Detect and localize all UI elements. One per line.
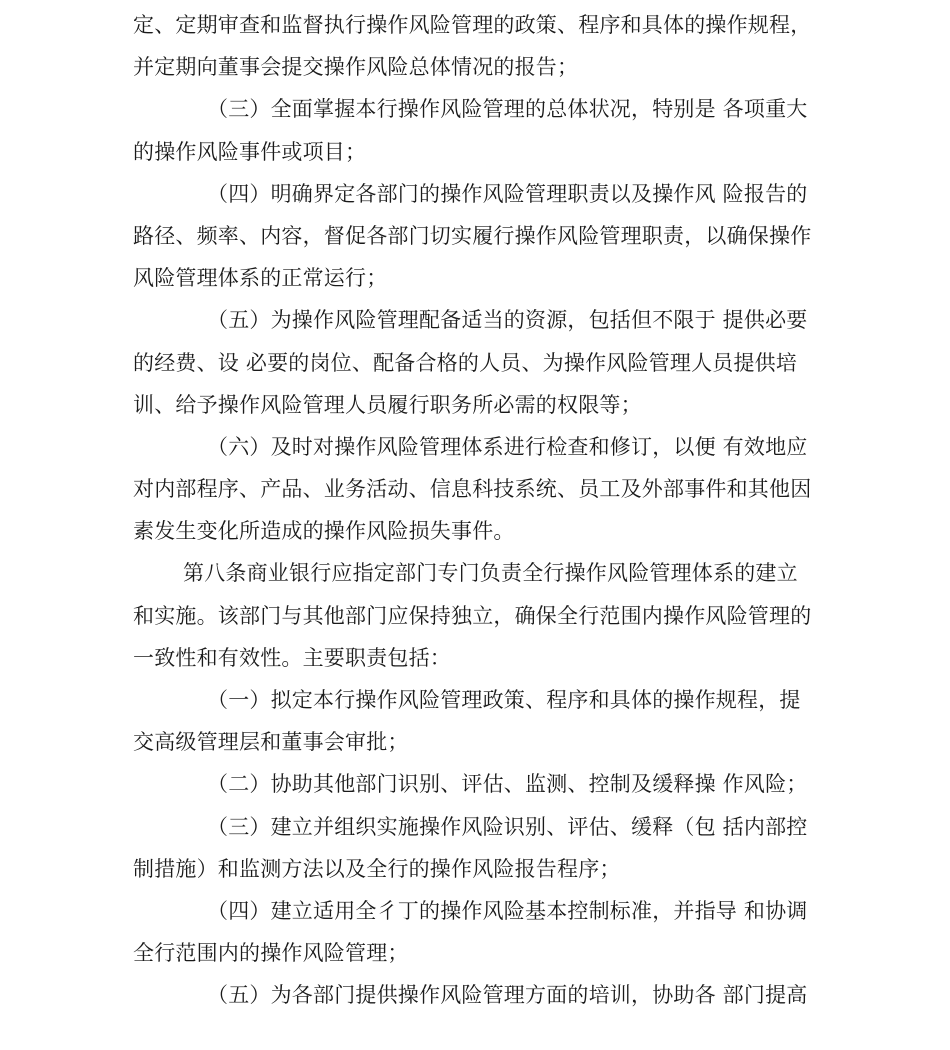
text-line: （三）建立并组织实施操作风险识别、评估、缓释（包 括内部控 — [207, 814, 808, 839]
text-line: 训、给予操作风险管理人员履行职务所必需的权限等； — [133, 392, 642, 417]
text-line: （四）建立适用全彳丁的操作风险基本控制标准，并指导 和协调 — [207, 898, 808, 923]
text-line: 和实施。该部门与其他部门应保持独立，确保全行范围内操作风险管理的 — [133, 603, 812, 628]
document-body — [133, 4, 813, 1017]
text-line: （六）及时对操作风险管理体系进行检查和修订，以便 有效地应 — [207, 434, 808, 459]
text-line: 路径、频率、内容，督促各部门切实履行操作风险管理职责，以确保操作 — [133, 223, 812, 248]
text-line: 风险管理体系的正常运行； — [133, 266, 388, 291]
text-line: （二）协助其他部门识别、评估、监测、控制及缓释操 作风险； — [207, 772, 808, 797]
text-line: （一）拟定本行操作风险管理政策、程序和具体的操作规程，提 — [207, 688, 801, 712]
text-line: 素发生变化所造成的操作风险损失事件。 — [133, 519, 515, 544]
text-line: 并定期向董事会提交操作风险总体情况的报告； — [133, 55, 579, 80]
text-line: 交高级管理层和董事会审批； — [133, 730, 409, 755]
text-line: 的经费、设 必要的岗位、配备合格的人员、为操作风险管理人员提供培 — [133, 350, 798, 375]
text-line: 对内部程序、产品、业务活动、信息科技系统、员工及外部事件和其他因 — [133, 477, 812, 502]
text-line: 全行范围内的操作风险管理； — [133, 941, 409, 966]
text-line: （五）为各部门提供操作风险管理方面的培训，协助各 部门提高 — [207, 983, 808, 1008]
text-line: 的操作风险事件或项目； — [133, 139, 367, 164]
text-line: 定、定期审查和监督执行操作风险管理的政策、程序和具体的操作规程， — [133, 13, 812, 37]
text-line: 一致性和有效性。主要职责包括： — [133, 645, 451, 670]
text-line: （四）明确界定各部门的操作风险管理职责以及操作风 险报告的 — [207, 181, 808, 206]
text-line: （五）为操作风险管理配备适当的资源，包括但不限于 提供必要 — [207, 308, 808, 333]
article-heading-line: 第八条商业银行应指定部门专门负责全行操作风险管理体系的建立 — [183, 561, 798, 586]
text-line: 制措施）和监测方法以及全行的操作风险报告程序； — [133, 856, 621, 881]
text-line: （三）全面掌握本行操作风险管理的总体状况，特别是 各项重大 — [207, 97, 808, 122]
